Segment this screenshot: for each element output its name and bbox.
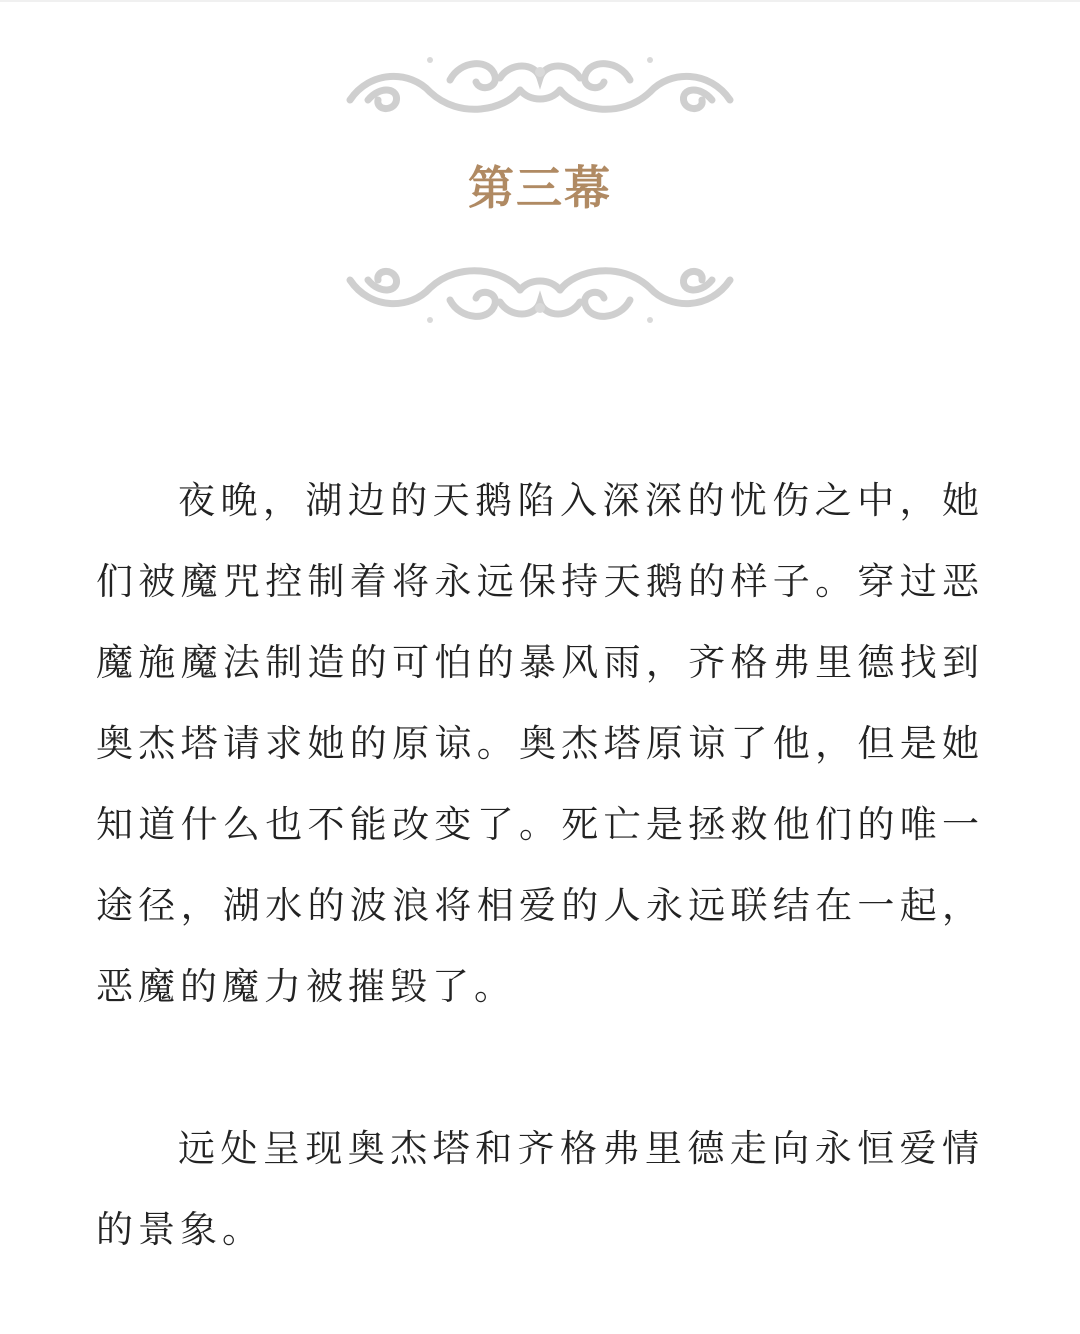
top-divider [0,0,1080,2]
scroll-flourish-icon [330,40,750,130]
scroll-flourish-icon [330,250,750,340]
story-paragraph: 远处呈现奥杰塔和齐格弗里德走向永恒爱情的景象。 [96,1127,984,1251]
story-paragraph: 夜晚，湖边的天鹅陷入深深的忧伤之中，她们被魔咒控制着将永远保持天鹅的样子。穿过恶魔施魔法制造的可怕的暴风雨，齐格弗里德找到奥杰塔请求她的原谅。奥杰塔原谅了他，但是她知道什么也不能改变了。死亡是拯救他们的唯一途径，湖水的波浪将相爱的人永远联结在一起，恶魔的魔力被摧毁了。 [96,479,984,1008]
chapter-title: 第三幕 [468,161,612,215]
